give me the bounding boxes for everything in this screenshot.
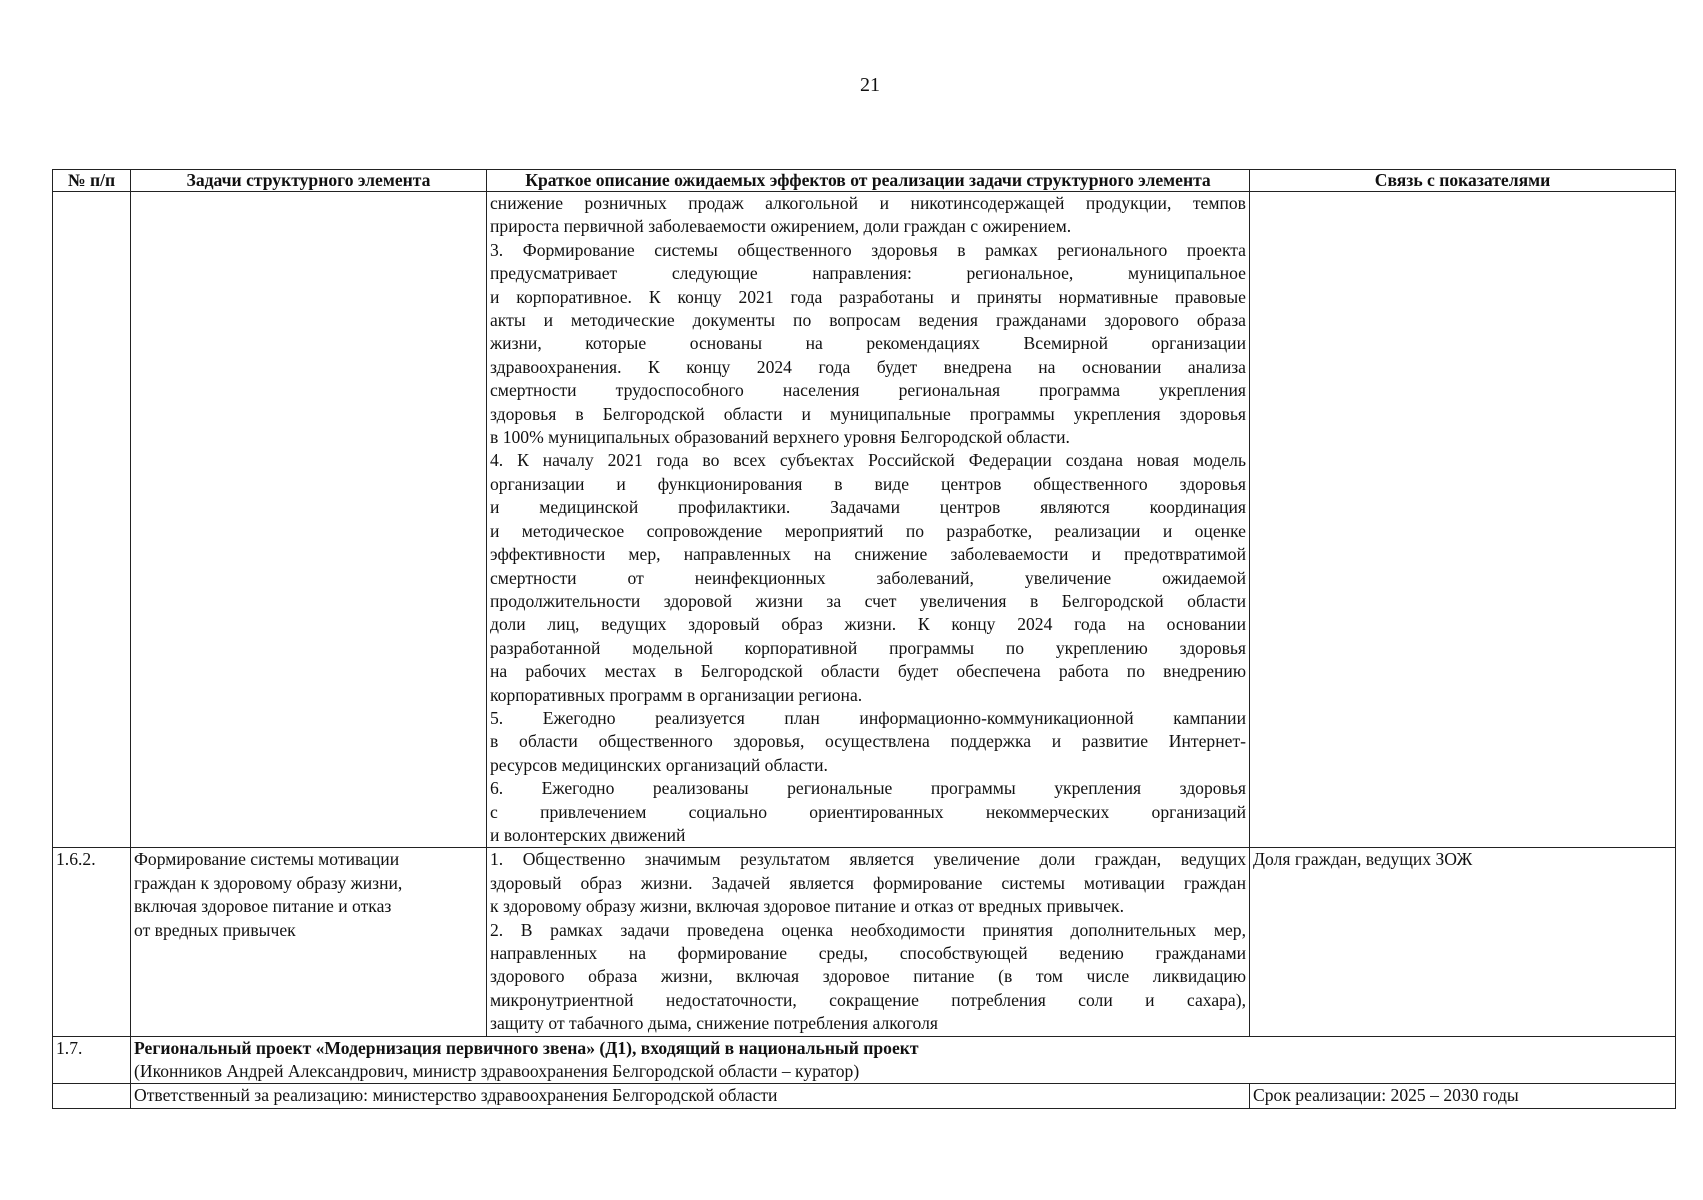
header-tasks: Задачи структурного элемента [131,170,487,192]
table-row-continued [53,192,1676,848]
description-line: защиту от табачного дыма, снижение потребления алкоголя [490,1013,938,1034]
description-line: 1. Общественно значимым результатом является увеличение доли граждан, ведущих [490,849,1246,870]
continued-num-cell [53,192,131,848]
term-cell: Срок реализации: 2025 – 2030 годы [1250,1084,1676,1108]
row-number: 1.7. [53,1036,131,1084]
description-line: прироста первичной заболеваемости ожирением, доли граждан с ожирением. [490,216,1072,237]
description-line: здоровья в Белгородской области и муниципальные программы укрепления здоровья [490,403,1246,424]
row-number: 1.6.2. [53,848,131,1036]
description-line: и методическое сопровождение мероприятий по разработке, реализации и оценке [490,520,1246,541]
description-line: 6. Ежегодно реализованы региональные программы укрепления здоровья [490,778,1246,799]
description-line: ресурсов медицинских организаций области. [490,754,828,775]
description-line: организации и функционирования в виде центров общественного здоровья [490,473,1246,494]
table-row-responsible [53,1084,1676,1108]
table-row-1-7 [53,1036,1676,1084]
continued-description-cell [487,192,1250,848]
description-line: здоровый образ жизни. Задачей является формирование системы мотивации граждан [490,872,1246,893]
indicator-link: Доля граждан, ведущих ЗОЖ [1250,848,1676,1036]
description-line: снижение розничных продаж алкогольной и никотинсодержащей продукции, темпов [490,193,1246,213]
description-line: 3. Формирование системы общественного здоровья в рамках регионального проекта [490,239,1246,260]
description-line: микронутриентной недостаточности, сокращение потребления соли и сахара), [490,989,1246,1010]
header-num: № п/п [53,170,131,192]
structural-element-table [52,169,1676,1109]
description-line: продолжительности здоровой жизни за счет увеличения в Белгородской области [490,590,1246,611]
task-cell [131,848,487,1036]
task-line: от вредных привычек [134,919,296,940]
header-description: Краткое описание ожидаемых эффектов от реализации задачи структурного элемента [487,170,1250,192]
description-line: 2. В рамках задачи проведена оценка необходимости принятия дополнительных мер, [490,919,1246,940]
project-cell [131,1036,1676,1084]
description-line: 4. К началу 2021 года во всех субъектах Российской Федерации создана новая модель [490,450,1246,471]
task-line: Формирование системы мотивации [134,849,400,870]
description-line: смертности трудоспособного населения региональная программа укрепления [490,380,1246,401]
responsible-cell: Ответственный за реализацию: министерство здравоохранения Белгородской области [131,1084,1250,1108]
table-row-1-6-2 [53,848,1676,1036]
continued-task-cell [131,192,487,848]
description-line: акты и методические документы по вопросам ведения гражданами здорового образа [490,310,1246,331]
description-line: доли лиц, ведущих здоровый образ жизни. К концу 2024 года на основании [490,614,1246,635]
page-number: 21 [860,74,880,96]
description-line: направленных на формирование среды, способствующей ведению гражданами [490,943,1246,963]
description-line: смертности от неинфекционных заболеваний, увеличение ожидаемой [490,567,1246,588]
task-line: включая здоровое питание и отказ [134,896,392,917]
description-line: здравоохранения. К концу 2024 года будет внедрена на основании анализа [490,356,1246,377]
description-line: с привлечением социально ориентированных некоммерческих организаций [490,801,1246,822]
project-title: Региональный проект «Модернизация первичного звена» (Д1), входящий в национальный проект [134,1037,919,1058]
description-line: и медицинской профилактики. Задачами центров являются координация [490,497,1246,518]
description-line: в 100% муниципальных образований верхнего уровня Белгородской области. [490,427,1070,448]
description-cell [487,848,1250,1036]
description-line: и корпоративное. К концу 2021 года разработаны и приняты нормативные правовые [490,286,1246,307]
description-line: к здоровому образу жизни, включая здоровое питание и отказ от вредных привычек. [490,896,1124,917]
description-line: корпоративных программ в организации региона. [490,684,863,705]
description-line: в области общественного здоровья, осуществлена поддержка и развитие Интернет- [490,731,1246,752]
description-line: и волонтерских движений [490,824,686,845]
description-line: предусматривает следующие направления: региональное, муниципальное [490,263,1246,284]
table-header-row [53,170,1676,192]
description-line: жизни, которые основаны на рекомендациях Всемирной организации [490,333,1246,354]
description-line: эффективности мер, направленных на снижение заболеваемости и предотвратимой [490,544,1246,565]
header-link: Связь с показателями [1250,170,1676,192]
task-line: граждан к здоровому образу жизни, [134,872,403,893]
description-line: разработанной модельной корпоративной программы по укреплению здоровья [490,637,1246,658]
responsible-num-cell [53,1084,131,1108]
description-line: на рабочих местах в Белгородской области будет обеспечена работа по внедрению [490,661,1246,682]
description-line: здорового образа жизни, включая здоровое питание (в том числе ликвидацию [490,966,1246,987]
continued-link-cell [1250,192,1676,848]
description-line: 5. Ежегодно реализуется план информационно-коммуникационной кампании [490,707,1246,728]
project-curator: (Иконников Андрей Александрович, министр здравоохранения Белгородской области – куратор) [134,1061,860,1082]
